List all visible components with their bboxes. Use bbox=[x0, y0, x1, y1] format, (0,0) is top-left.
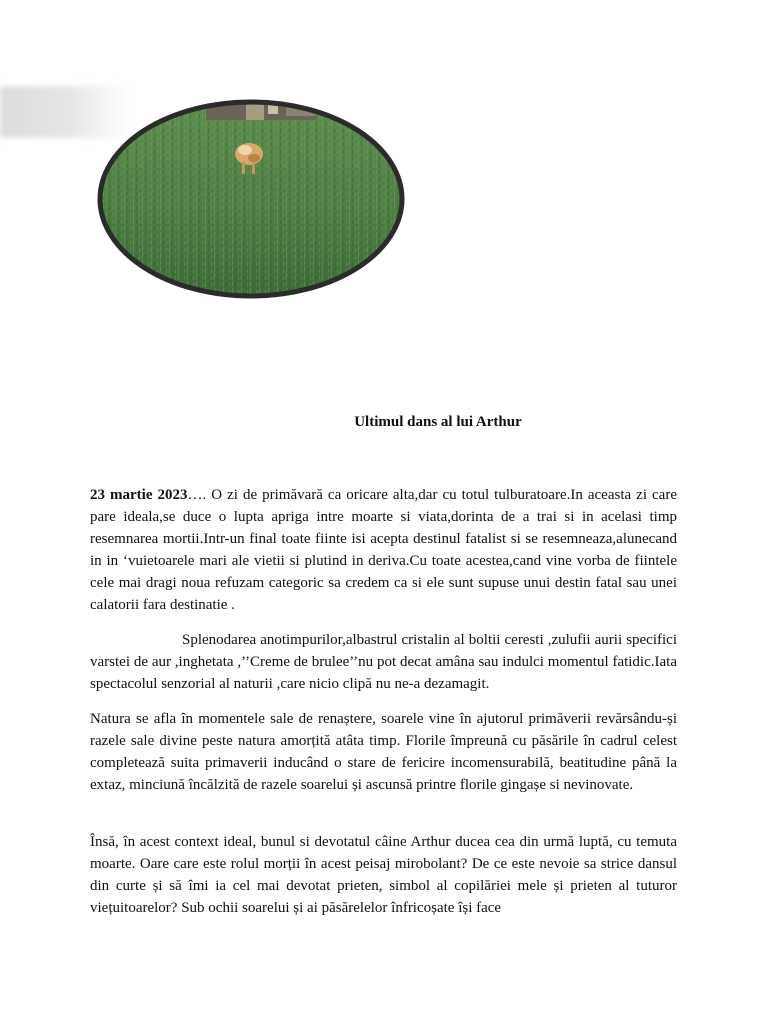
dog-on-grass-photo bbox=[96, 98, 406, 300]
paragraph-text: …. O zi de primăvară ca oricare alta,dar cu totul tulburatoare.In aceasta zi care pare ideala,se duce o lupta apriga intre moarte si viata,dorinta de a trai si in acelasi timp resemnarea mortii.Intr-un final toate fiinte isi acepta destinul fatalist si se resemneaza,alunecand in in ‘vuietoarele mari ale vietii si plutind in deriva.Cu toate acestea,cand vine vorba de fiintele cele mai dragi noua refuzam categoric sa credem ca si ele sunt supuse unui destin fatal sau unei calatorii fara destinatie . bbox=[90, 487, 677, 613]
paragraph-3: Natura se afla în momentele sale de renaștere, soarele vine în ajutorul primăverii revărsându-și razele sale divine peste natura amorțită atâta timp. Florile împreună cu păsările în cadrul celest completează suita primaverii inducând o stare de fericire incomensurabilă, beatitudine până la extaz, minciună încălzită de razele soarelui și ascunsă printre florile gingașe si nevinovate. bbox=[90, 711, 677, 793]
document-title: Ultimul dans al lui Arthur bbox=[354, 414, 522, 430]
paragraph-2 bbox=[90, 629, 677, 695]
paragraph-text: Splenodarea anotimpurilor,albastrul cristalin al boltii ceresti ,zulufii aurii specifici varstei de aur ,inghetata ,’’Creme de brulee’’nu pot decat amâna sau indulci momentul fatidic.Iata spectacolul senzorial al naturii ,care nicio clipă nu ne-a dezamagit. bbox=[90, 632, 677, 692]
paragraph-1 bbox=[90, 484, 677, 616]
paragraph-4: Însă, în acest context ideal, bunul si devotatul câine Arthur ducea cea din urmă luptă, cu temuta moarte. Oare care este rolul morții în acest peisaj mirobolant? De ce este nevoie sa strice dansul din curte și să îmi ia cel mai devotat prieten, simbol al copilăriei mele și prieten al tuturor viețuitoarelor? Sub ochii soarelui și ai păsărelelor înfricoșate își face bbox=[90, 834, 677, 916]
paragraph-date: 23 martie 2023 bbox=[90, 487, 188, 503]
